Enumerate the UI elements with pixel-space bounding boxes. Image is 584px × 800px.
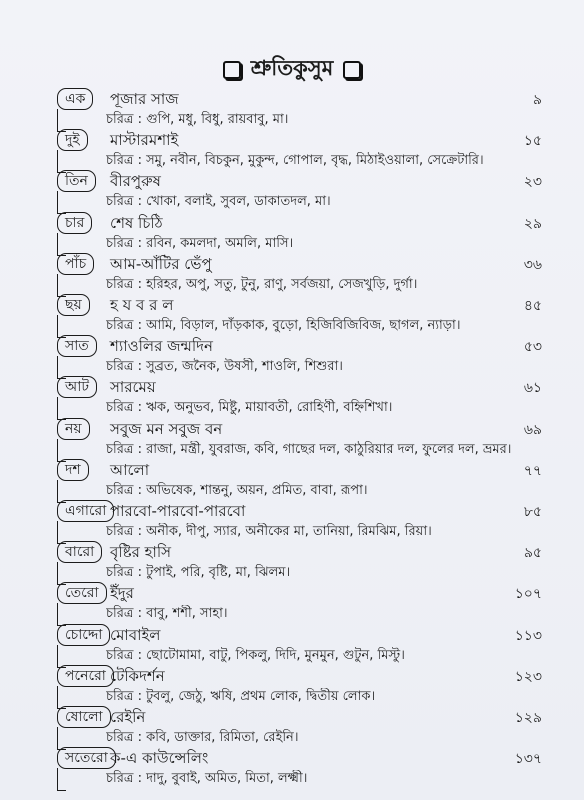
page-number: ৩৬ bbox=[523, 256, 542, 273]
story-title[interactable]: শেষ চিঠি bbox=[110, 213, 163, 232]
characters-label: চরিত্র : bbox=[106, 441, 142, 457]
toc-entry[interactable] bbox=[0, 170, 584, 214]
story-title[interactable]: রেইনি bbox=[110, 708, 146, 726]
story-title[interactable]: হ য ব র ল bbox=[110, 296, 174, 314]
characters-line bbox=[106, 111, 546, 129]
toc-entry[interactable] bbox=[0, 294, 584, 338]
characters-list: অনীক, দীপু, স্যার, অনীকের মা, তানিয়া, রিমঝিম, রিয়া। bbox=[146, 524, 432, 539]
characters-label: চরিত্র : bbox=[106, 730, 142, 745]
characters-list: অভিষেক, শান্তনু, অয়ন, প্রমিত, বাবা, রূপা। bbox=[146, 482, 368, 498]
characters-line bbox=[106, 235, 546, 253]
characters-label: চরিত্র : bbox=[106, 771, 142, 787]
characters-list: ঋক, অনুভব, মিষ্টু, মায়াবতী, রোহিণী, বহ্নিশিখা। bbox=[146, 400, 393, 416]
toc-entry[interactable] bbox=[0, 88, 584, 132]
characters-list: রাজা, মন্ত্রী, যুবরাজ, কবি, গাছের দল, কাঠুরিয়ার দল, ফুলের দল, ভ্রমর। bbox=[146, 441, 512, 457]
chapter-number-badge: এক bbox=[57, 88, 93, 110]
chapter-number-badge: বারো bbox=[57, 541, 102, 563]
characters-line bbox=[106, 688, 546, 706]
characters-label: চরিত্র : bbox=[106, 359, 142, 375]
characters-list: রবিন, কমলদা, অমলি, মাসি। bbox=[146, 235, 294, 251]
toc-entry[interactable] bbox=[0, 665, 584, 709]
chapter-number-badge: নয় bbox=[57, 418, 90, 440]
characters-label: চরিত্র : bbox=[106, 235, 142, 251]
story-title[interactable]: সারমেয় bbox=[110, 378, 156, 397]
story-title[interactable]: বীরপুরুষ bbox=[110, 172, 161, 191]
story-title[interactable]: ইঁদুর bbox=[110, 584, 134, 603]
chapter-number-badge: পনেরো bbox=[57, 665, 114, 687]
story-title[interactable]: বৃষ্টির হাসি bbox=[110, 543, 172, 562]
toc-entry[interactable] bbox=[0, 541, 584, 585]
chapter-number-badge: ছয় bbox=[57, 294, 90, 316]
characters-list: কবি, ডাক্তার, রিমিতা, রেইনি। bbox=[146, 730, 299, 745]
characters-list: সমু, নবীন, বিচকুন, মুকুন্দ, গোপাল, বৃদ্ধ, মিঠাইওয়ালা, সেক্রেটারি। bbox=[146, 153, 484, 169]
story-title[interactable]: শ্যাওলির জন্মদিন bbox=[110, 337, 213, 356]
toc-entry[interactable] bbox=[0, 335, 584, 379]
toc-entry[interactable] bbox=[0, 376, 584, 420]
characters-label: চরিত্র : bbox=[106, 524, 142, 539]
characters-line bbox=[106, 605, 546, 623]
toc-entry[interactable] bbox=[0, 500, 584, 544]
story-title[interactable]: আম-আঁটির ভেঁপু bbox=[110, 254, 212, 273]
chapter-number-badge: পাঁচ bbox=[57, 253, 94, 275]
chapter-number-badge: চার bbox=[57, 212, 92, 234]
toc-entry[interactable] bbox=[0, 129, 584, 173]
page-number: ৬১ bbox=[523, 380, 542, 397]
title-box-right-icon bbox=[343, 61, 361, 79]
characters-line bbox=[106, 729, 546, 747]
page-number: ১০৭ bbox=[514, 586, 542, 603]
characters-list: খোকা, বলাই, সুবল, ডাকাতদল, মা। bbox=[146, 194, 331, 210]
story-title[interactable]: পূজার সাজ bbox=[110, 90, 179, 108]
page-number: ৬৯ bbox=[523, 421, 542, 438]
chapter-number-badge: দশ bbox=[57, 459, 89, 481]
page-number: ৫৩ bbox=[523, 339, 542, 356]
characters-list: দাদু, বুবাই, অমিত, মিতা, লক্ষ্মী। bbox=[146, 771, 308, 787]
chapter-number-badge: সাত bbox=[57, 335, 97, 357]
story-title[interactable]: সবুজ মন সবুজ বন bbox=[110, 419, 223, 438]
characters-line bbox=[106, 193, 546, 211]
characters-label: চরিত্র : bbox=[106, 194, 142, 210]
characters-list: টুপাই, পরি, বৃষ্টি, মা, ঝিলম। bbox=[146, 565, 291, 581]
characters-list: টুবলু, জেঠু, ঋষি, প্রথম লোক, দ্বিতীয় লোক। bbox=[146, 688, 376, 704]
story-title[interactable]: মাস্টারমশাই bbox=[110, 131, 179, 150]
chapter-number-badge: ষোলো bbox=[57, 706, 111, 728]
page-number: ১৫ bbox=[523, 133, 542, 150]
characters-list: সুব্রত, জনৈক, উষসী, শাওলি, শিশুরা। bbox=[146, 359, 343, 375]
page-number: ১৩৭ bbox=[514, 751, 542, 768]
story-title[interactable]: আলো bbox=[110, 460, 150, 479]
characters-line bbox=[106, 523, 546, 541]
toc-entry[interactable] bbox=[0, 459, 584, 503]
title-box-left-icon bbox=[223, 61, 241, 79]
characters-label: চরিত্র : bbox=[106, 688, 142, 704]
page-number: ৮৫ bbox=[523, 504, 542, 520]
characters-list: ছোটোমামা, বাটু, পিকলু, দিদি, মুনমুন, গুটুন, মিস্টু। bbox=[146, 647, 405, 663]
page-number: ১১৩ bbox=[514, 627, 542, 644]
page-number: ৯৫ bbox=[523, 545, 542, 562]
characters-label: চরিত্র : bbox=[106, 318, 142, 333]
chapter-number-badge: তিন bbox=[57, 170, 96, 192]
toc-entry[interactable] bbox=[0, 253, 584, 297]
chapter-number-badge: চোদ্দো bbox=[57, 624, 110, 646]
characters-label: চরিত্র : bbox=[106, 482, 142, 498]
characters-line bbox=[106, 482, 546, 500]
characters-label: চরিত্র : bbox=[106, 606, 142, 622]
chapter-number-badge: দুই bbox=[57, 129, 88, 151]
page-number: ৯ bbox=[532, 92, 542, 108]
toc-entry[interactable] bbox=[0, 747, 584, 791]
page-number: ২৯ bbox=[523, 215, 542, 232]
story-title[interactable]: টেকিদর্শন bbox=[110, 666, 165, 685]
title-row bbox=[0, 52, 584, 87]
story-title[interactable]: মোবাইল bbox=[110, 625, 161, 644]
characters-label: চরিত্র : bbox=[106, 112, 142, 127]
toc-entry[interactable] bbox=[0, 212, 584, 256]
characters-line bbox=[106, 441, 546, 459]
bracket-line bbox=[57, 768, 66, 791]
characters-list: হরিহর, অপু, সতু, টুনু, রাণু, সর্বজয়া, সেজখুড়ি, দুর্গা। bbox=[146, 276, 418, 292]
page-number: ৭৭ bbox=[523, 462, 542, 479]
page-title: শ্রুতিকুসুম bbox=[250, 56, 334, 80]
toc-entry[interactable] bbox=[0, 706, 584, 750]
characters-label: চরিত্র : bbox=[106, 565, 142, 581]
characters-line bbox=[106, 399, 546, 417]
toc-entry[interactable] bbox=[0, 582, 584, 626]
characters-label: চরিত্র : bbox=[106, 276, 142, 292]
characters-list: আমি, বিড়াল, দাঁড়কাক, বুড়ো, হিজিবিজিবিজ, ছাগল, ন্যাড়া। bbox=[146, 318, 461, 333]
chapter-number-badge: সতেরো bbox=[57, 747, 116, 769]
characters-line bbox=[106, 358, 546, 376]
characters-label: চরিত্র : bbox=[106, 647, 142, 663]
characters-label: চরিত্র : bbox=[106, 400, 142, 416]
characters-line bbox=[106, 770, 546, 788]
characters-label: চরিত্র : bbox=[106, 153, 142, 169]
characters-line bbox=[106, 564, 546, 582]
page-number: ২৩ bbox=[523, 174, 542, 191]
page-number: ৪৫ bbox=[523, 298, 542, 314]
characters-line bbox=[106, 152, 546, 170]
story-title[interactable]: পারবো-পারবো-পারবো bbox=[110, 502, 246, 520]
characters-line bbox=[106, 317, 546, 335]
toc-entry[interactable] bbox=[0, 624, 584, 668]
page-number: ১২৯ bbox=[514, 710, 542, 726]
characters-list: বাবু, শশী, সাহা। bbox=[146, 606, 228, 622]
story-title[interactable]: ক-এ কাউন্সেলিং bbox=[110, 749, 209, 768]
characters-line bbox=[106, 647, 546, 665]
toc-entry[interactable] bbox=[0, 418, 584, 462]
chapter-number-badge: তেরো bbox=[57, 582, 107, 604]
characters-line bbox=[106, 276, 546, 294]
characters-list: গুপি, মধু, বিধু, রায়বাবু, মা। bbox=[146, 112, 289, 127]
chapter-number-badge: এগারো bbox=[57, 500, 114, 522]
chapter-number-badge: আট bbox=[57, 376, 97, 398]
page-number: ১২৩ bbox=[514, 668, 542, 685]
